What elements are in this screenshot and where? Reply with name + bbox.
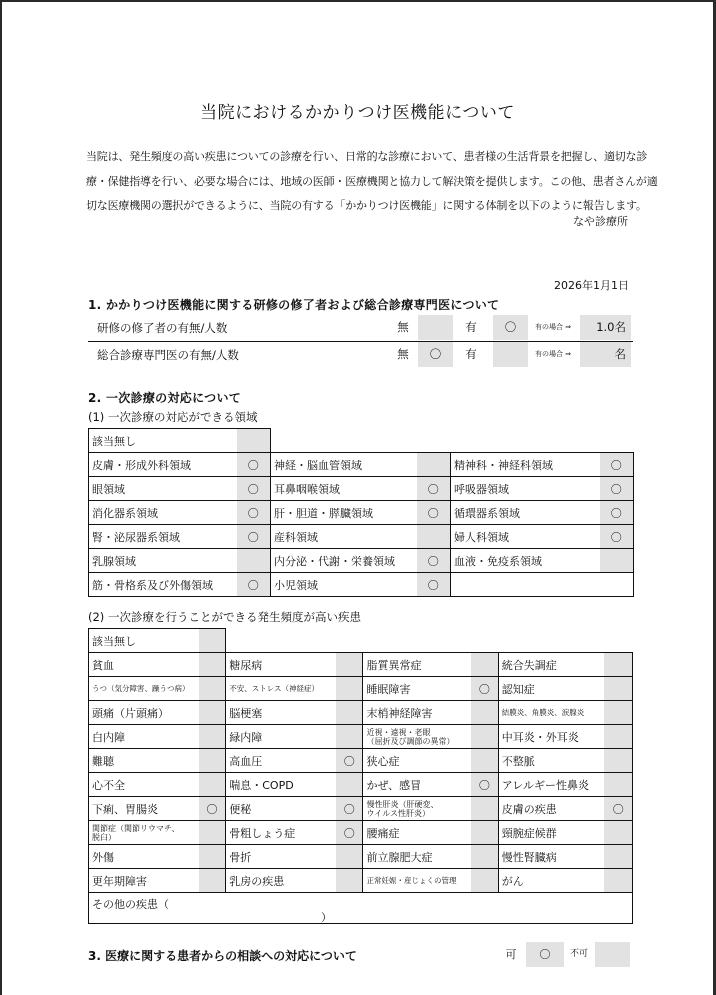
item-checkbox[interactable]	[199, 701, 226, 725]
item-checkbox[interactable]	[604, 725, 632, 749]
item-label: 統合失調症	[498, 653, 604, 677]
item-checkbox[interactable]: 〇	[471, 773, 498, 797]
table-row	[89, 797, 633, 821]
item-label: がん	[498, 869, 604, 893]
item-checkbox[interactable]	[417, 525, 451, 549]
table-row	[89, 525, 634, 549]
item-checkbox[interactable]	[604, 773, 632, 797]
item-checkbox[interactable]	[471, 749, 498, 773]
none-checkbox[interactable]	[199, 629, 226, 653]
item-checkbox[interactable]	[199, 677, 226, 701]
item-label: 眼領域	[89, 477, 237, 501]
section1-title: 1. かかりつけ医機能に関する研修の修了者および総合診療専門医について	[88, 298, 500, 312]
item-label: 皮膚・形成外科領域	[89, 453, 237, 477]
item-label: 婦人科領域	[451, 525, 600, 549]
item-checkbox[interactable]	[604, 653, 632, 677]
item-label: 中耳炎・外耳炎	[498, 725, 604, 749]
item-label: 小児領域	[271, 573, 417, 597]
item-label: 筋・骨格系及び外傷領域	[89, 573, 237, 597]
item-label: 骨折	[226, 845, 336, 869]
other-close-label: ）	[321, 911, 332, 924]
item-checkbox[interactable]: 〇	[417, 501, 451, 525]
item-label: 不整脈	[498, 749, 604, 773]
item-checkbox[interactable]: 〇	[237, 453, 271, 477]
item-label: 耳鼻咽喉領域	[271, 477, 417, 501]
item-checkbox[interactable]	[604, 821, 632, 845]
table-row	[89, 749, 633, 773]
item-label: 白内障	[89, 725, 199, 749]
item-label: 難聴	[89, 749, 199, 773]
item-checkbox[interactable]: 〇	[600, 501, 634, 525]
if-yes-note: 有の場合 ⇒	[534, 350, 572, 358]
item-checkbox[interactable]: 〇	[336, 797, 363, 821]
item-checkbox[interactable]: 〇	[199, 797, 226, 821]
yes-label: 有	[465, 320, 477, 334]
none-checkbox[interactable]	[237, 429, 271, 453]
item-label: 便秘	[226, 797, 336, 821]
no-label: 無	[397, 320, 409, 334]
item-checkbox[interactable]	[336, 701, 363, 725]
item-label: 慢性腎臓病	[498, 845, 604, 869]
item-checkbox[interactable]	[336, 677, 363, 701]
item-checkbox[interactable]: 〇	[600, 525, 634, 549]
item-label: 末梢神経障害	[363, 701, 471, 725]
item-label: 結膜炎、角膜炎、涙腺炎	[498, 701, 604, 725]
item-checkbox[interactable]	[199, 869, 226, 893]
specialist-label: 総合診療専門医の有無/人数	[97, 348, 239, 362]
item-label: 狭心症	[363, 749, 471, 773]
item-label: 糖尿病	[226, 653, 336, 677]
item-checkbox[interactable]	[336, 725, 363, 749]
item-label: 脳梗塞	[226, 701, 336, 725]
item-checkbox[interactable]	[471, 797, 498, 821]
intro-paragraph	[86, 145, 658, 219]
table-row	[89, 725, 633, 749]
empty-cell	[271, 429, 634, 453]
item-label: うつ（気分障害、躁うつ病）	[89, 677, 199, 701]
item-checkbox[interactable]	[199, 749, 226, 773]
not-possible-label: 不可	[569, 949, 588, 959]
item-label: 骨粗しょう症	[226, 821, 336, 845]
section3-title: 3. 医療に関する患者からの相談への対応について	[88, 949, 357, 963]
item-label: 頭痛（片頭痛）	[89, 701, 199, 725]
domains-table	[88, 428, 634, 597]
table-row	[89, 773, 633, 797]
table-row	[89, 453, 634, 477]
table-row	[89, 821, 633, 845]
item-checkbox[interactable]: 〇	[237, 501, 271, 525]
item-checkbox[interactable]: 〇	[417, 477, 451, 501]
intro-line: 当院は、発生頻度の高い疾患についての診療を行い、日常的な診療において、患者様の生活背景を把握し、適切な診	[86, 150, 648, 163]
item-checkbox[interactable]: 〇	[417, 573, 451, 597]
item-checkbox[interactable]	[417, 453, 451, 477]
other-diseases-field	[89, 893, 632, 923]
item-checkbox[interactable]	[471, 653, 498, 677]
item-label: 前立腺肥大症	[363, 845, 471, 869]
item-checkbox[interactable]	[336, 653, 363, 677]
item-checkbox[interactable]	[604, 845, 632, 869]
no-label: 無	[397, 347, 409, 361]
item-checkbox[interactable]: 〇	[237, 525, 271, 549]
not-possible-checkbox[interactable]	[595, 942, 630, 967]
item-checkbox[interactable]	[199, 845, 226, 869]
item-label: 腎・泌尿器系領域	[89, 525, 237, 549]
no-checkbox[interactable]: 〇	[418, 342, 453, 367]
item-label: 慢性肝炎（肝硬変、 ウイルス性肝炎）	[363, 797, 471, 821]
subsection2-title: (2) 一次診療を行うことができる発生頻度が高い疾患	[88, 610, 361, 624]
item-checkbox[interactable]	[199, 773, 226, 797]
item-checkbox[interactable]: 〇	[237, 477, 271, 501]
table-row	[89, 501, 634, 525]
other-open-label: その他の疾患（	[92, 898, 169, 911]
item-checkbox[interactable]: 〇	[336, 821, 363, 845]
report-date: 2026年1月1日	[554, 279, 629, 292]
item-label: 内分泌・代謝・栄養領域	[271, 549, 417, 573]
page-title: 当院におけるかかりつけ医機能について	[200, 103, 515, 123]
subsection1-title: (1) 一次診療の対応ができる領域	[88, 410, 258, 424]
table-row	[89, 653, 633, 677]
item-label: 心不全	[89, 773, 199, 797]
diseases-table	[88, 628, 633, 924]
item-label: 正常妊娠・産じょくの管理	[363, 869, 471, 893]
table-row	[89, 573, 634, 597]
item-label: 認知症	[498, 677, 604, 701]
possible-label: 可	[505, 948, 517, 961]
item-checkbox[interactable]	[237, 549, 271, 573]
table-row	[89, 869, 633, 893]
specialist-row	[88, 342, 631, 367]
yes-checkbox[interactable]: 〇	[493, 315, 528, 340]
item-label: 乳房の疾患	[226, 869, 336, 893]
yes-label: 有	[465, 347, 477, 361]
item-checkbox[interactable]	[604, 749, 632, 773]
item-label: 肝・胆道・膵臓領域	[271, 501, 417, 525]
item-checkbox[interactable]: 〇	[471, 677, 498, 701]
empty-cell	[226, 629, 633, 653]
training-label: 研修の修了者の有無/人数	[97, 321, 228, 335]
item-checkbox[interactable]	[604, 677, 632, 701]
other-diseases-cell[interactable]	[89, 893, 633, 924]
item-checkbox[interactable]: 〇	[417, 549, 451, 573]
item-checkbox[interactable]	[336, 773, 363, 797]
item-label: 睡眠障害	[363, 677, 471, 701]
item-label: 脂質異常症	[363, 653, 471, 677]
item-checkbox[interactable]	[336, 869, 363, 893]
count-value: 1.0名	[596, 320, 626, 334]
clinic-name: なや診療所	[573, 215, 628, 228]
item-checkbox[interactable]	[600, 549, 634, 573]
item-label: 血液・免疫系領域	[451, 549, 600, 573]
item-checkbox[interactable]: 〇	[600, 453, 634, 477]
document-page	[2, 2, 713, 995]
item-label: 循環器系領域	[451, 501, 600, 525]
yes-checkbox[interactable]	[493, 342, 528, 367]
item-checkbox[interactable]	[604, 869, 632, 893]
table-row	[89, 629, 633, 653]
item-label: 呼吸器領域	[451, 477, 600, 501]
item-label: 不安、ストレス（神経症）	[226, 677, 336, 701]
empty-cell	[451, 573, 634, 597]
item-checkbox[interactable]	[471, 701, 498, 725]
item-checkbox[interactable]: 〇	[336, 749, 363, 773]
item-checkbox[interactable]: 〇	[604, 797, 632, 821]
item-label: 近視・遠視・老眼 （屈折及び調節の異常）	[363, 725, 471, 749]
item-checkbox[interactable]	[471, 725, 498, 749]
item-checkbox[interactable]	[604, 701, 632, 725]
item-checkbox[interactable]	[471, 821, 498, 845]
table-row	[89, 845, 633, 869]
if-yes-note: 有の場合 ⇒	[534, 323, 572, 331]
item-label: 関節症（関節リウマチ、 脱臼）	[89, 821, 199, 845]
table-row	[89, 429, 634, 453]
item-label: 神経・脳血管領域	[271, 453, 417, 477]
item-label: 産科領域	[271, 525, 417, 549]
intro-line: 療・保健指導を行い、必要な場合には、地域の医師・医療機関と協力して解決策を提供します。この他、患者さんが適	[86, 174, 658, 188]
count-field[interactable]	[580, 342, 631, 367]
item-checkbox[interactable]: 〇	[600, 477, 634, 501]
item-label: 消化器系領域	[89, 501, 237, 525]
table-row	[89, 677, 633, 701]
item-checkbox[interactable]	[471, 869, 498, 893]
item-checkbox[interactable]	[471, 845, 498, 869]
item-checkbox[interactable]: 〇	[237, 573, 271, 597]
intro-line: 切な医療機関の選択ができるように、当院の有する「かかりつけ医機能」に関する体制を以下のように報告します。	[86, 199, 647, 212]
item-label: 更年期障害	[89, 869, 199, 893]
item-label: 乳腺領域	[89, 549, 237, 573]
item-label: 腰痛症	[363, 821, 471, 845]
section2-title: 2. 一次診療の対応について	[88, 391, 242, 405]
possible-checkbox[interactable]: 〇	[526, 942, 564, 967]
item-label: 高血圧	[226, 749, 336, 773]
none-label: 該当無し	[89, 429, 237, 453]
table-row	[89, 477, 634, 501]
item-label: 下痢、胃腸炎	[89, 797, 199, 821]
item-label: アレルギー性鼻炎	[498, 773, 604, 797]
item-checkbox[interactable]	[199, 725, 226, 749]
item-checkbox[interactable]	[199, 653, 226, 677]
item-label: 精神科・神経科領域	[451, 453, 600, 477]
none-label: 該当無し	[89, 629, 199, 653]
item-label: かぜ、感冒	[363, 773, 471, 797]
count-value: 名	[614, 347, 626, 361]
table-row	[89, 549, 634, 573]
table-row	[89, 893, 633, 924]
item-checkbox[interactable]	[199, 821, 226, 845]
item-label: 喘息・COPD	[226, 773, 336, 797]
item-label: 貧血	[89, 653, 199, 677]
item-label: 頸腕症候群	[498, 821, 604, 845]
item-label: 皮膚の疾患	[498, 797, 604, 821]
item-checkbox[interactable]	[336, 845, 363, 869]
section3-row	[88, 942, 633, 967]
item-label: 緑内障	[226, 725, 336, 749]
table-row	[89, 701, 633, 725]
no-checkbox[interactable]	[418, 315, 453, 340]
item-label: 外傷	[89, 845, 199, 869]
count-field[interactable]	[580, 315, 631, 340]
training-row	[88, 315, 631, 340]
